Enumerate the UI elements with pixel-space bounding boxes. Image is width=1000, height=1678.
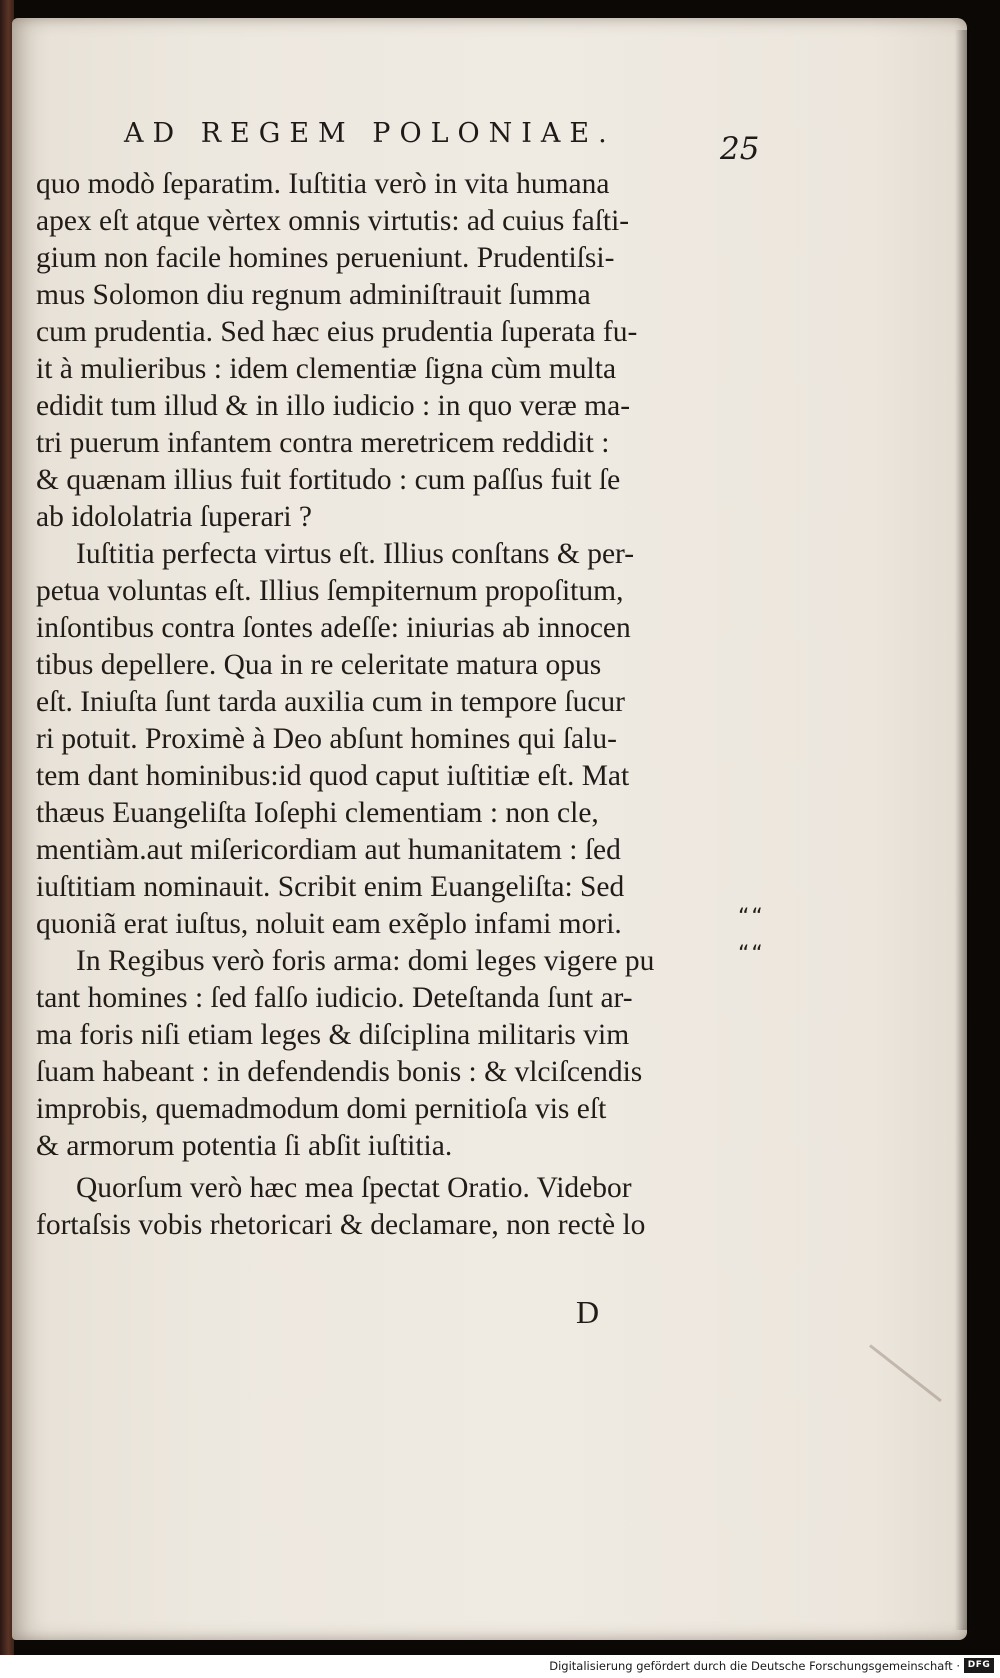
text-line: improbis, quemadmodum domi pernitioſa vis eſt	[36, 1093, 607, 1125]
text-line: thæus Euangeliſta Ioſephi clementiam : non cle,	[36, 797, 599, 829]
text-line: & armorum potentia ſi abſit iuſtitia.	[36, 1130, 453, 1162]
text-line: tant homines : ſed falſo iudicio. Deteſtanda ſunt ar-	[36, 982, 633, 1014]
text-line: ſuam habeant : in defendendis bonis : & vlciſcendis	[36, 1056, 643, 1088]
page-scratch-mark	[869, 1344, 942, 1402]
funding-credit: Digitalisierung gefördert durch die Deutsche Forschungsgemeinschaft ·	[549, 1659, 960, 1673]
text-line: & quænam illius fuit fortitudo : cum paſſus fuit ſe	[36, 464, 621, 496]
text-line: quo modò ſeparatim. Iuſtitia verò in vita humana	[36, 168, 610, 200]
quotation-margin-mark: ““	[738, 905, 765, 930]
paragraph-start-line: Quorſum verò hæc mea ſpectat Oratio. Videbor	[76, 1172, 632, 1204]
page-edge-shadow	[955, 30, 969, 1630]
text-line: apex eſt atque vèrtex omnis virtutis: ad cuius faſti-	[36, 205, 630, 237]
text-line: mus Solomon diu regnum adminiſtrauit ſumma	[36, 279, 591, 311]
text-line: ri potuit. Proximè à Deo abſunt homines qui ſalu-	[36, 723, 617, 755]
text-line: inſontibus contra ſontes adeſſe: iniurias ab innocen	[36, 612, 631, 644]
text-line: ma foris niſi etiam leges & diſciplina militaris vim	[36, 1019, 630, 1051]
text-line: fortaſsis vobis rhetoricari & declamare, non rectè lo	[36, 1209, 646, 1241]
text-line: ab idololatria ſuperari ?	[36, 501, 313, 533]
text-line: gium non facile homines perueniunt. Prudentiſsi-	[36, 242, 615, 274]
dfg-logo: DFG	[964, 1658, 994, 1673]
page-number: 25	[720, 131, 760, 167]
paragraph-start-line: In Regibus verò foris arma: domi leges vigere pu	[76, 945, 655, 977]
text-line: quoniã erat iuſtus, noluit eam exẽplo infami mori.	[36, 908, 622, 940]
text-line: it à mulieribus : idem clementiæ ſigna cùm multa	[36, 353, 617, 385]
text-line: tem dant hominibus:id quod caput iuſtitiæ eſt. Mat	[36, 760, 630, 792]
paragraph-start-line: Iuſtitia perfecta virtus eſt. Illius conſtans & per-	[76, 538, 635, 570]
text-line: mentiàm.aut miſericordiam aut humanitatem : ſed	[36, 834, 621, 866]
text-line: edidit tum illud & in illo iudicio : in quo veræ ma-	[36, 390, 631, 422]
text-line: eſt. Iniuſta ſunt tarda auxilia cum in tempore ſucur	[36, 686, 625, 718]
text-line: cum prudentia. Sed hæc eius prudentia ſuperata fu-	[36, 316, 638, 348]
catchword: D	[576, 1294, 600, 1330]
text-line: petua voluntas eſt. Illius ſempiternum propoſitum,	[36, 575, 624, 607]
text-line: tri puerum infantem contra meretricem reddidit :	[36, 427, 610, 459]
quotation-margin-mark: ““	[738, 942, 765, 967]
text-line: iuſtitiam nominauit. Scribit enim Euangeliſta: Sed	[36, 871, 625, 903]
text-line: tibus depellere. Qua in re celeritate matura opus	[36, 649, 602, 681]
running-head: AD REGEM POLONIAE.	[124, 118, 616, 149]
book-page	[12, 18, 967, 1640]
